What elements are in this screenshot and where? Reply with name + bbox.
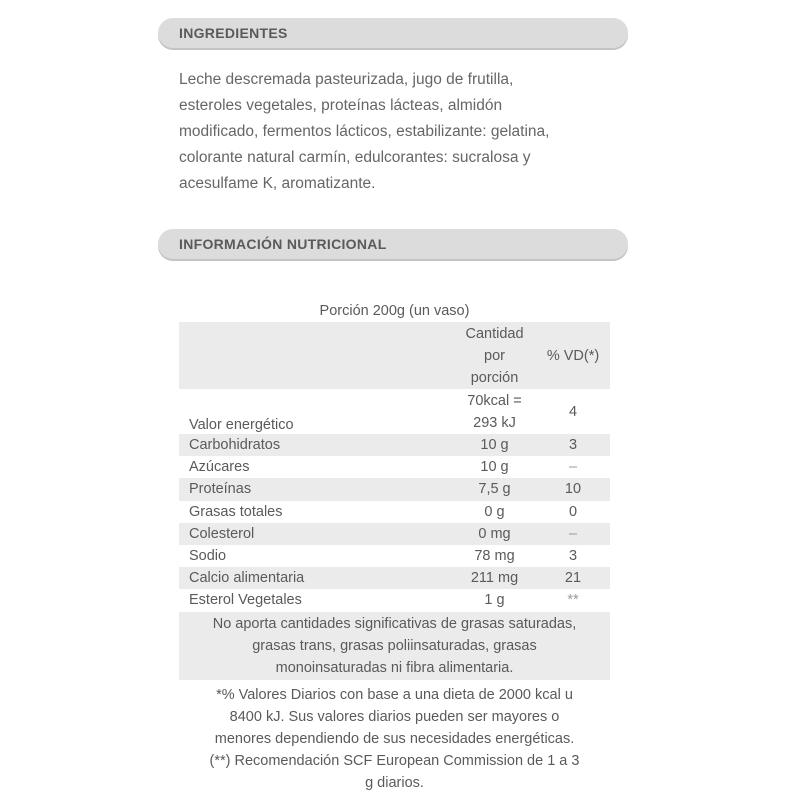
ingredients-line: modificado, fermentos lácticos, estabilizante: gelatina, (179, 123, 550, 140)
row-vd: ** (536, 589, 610, 611)
table-row (179, 589, 610, 611)
row-label: Esterol Vegetales (179, 589, 453, 611)
footnote-line: (**) Recomendación SCF European Commission de 1 a 3 (209, 753, 580, 770)
row-vd: 3 (536, 434, 610, 456)
footnote-line: g diarios. (365, 775, 424, 792)
header-qty (453, 322, 536, 389)
row-vd: 4 (536, 389, 610, 434)
ingredients-title: INGREDIENTES (179, 25, 288, 41)
table-row (179, 523, 610, 545)
note-row (179, 612, 610, 680)
row-vd: 10 (536, 478, 610, 500)
ingredients-line: colorante natural carmín, edulcorantes: sucralosa y (179, 149, 531, 166)
table-row (179, 567, 610, 589)
ingredients-line: Leche descremada pasteurizada, jugo de frutilla, (179, 71, 514, 88)
row-qty: 211 mg (453, 567, 536, 589)
row-label: Grasas totales (179, 501, 453, 523)
portion-caption: Porción 200g (un vaso) (319, 303, 470, 319)
row-label: Calcio alimentaria (179, 567, 453, 589)
nutrition-table-block (179, 300, 610, 795)
table-row (179, 389, 610, 434)
row-qty: 10 g (453, 434, 536, 456)
ingredients-line: esteroles vegetales, proteínas lácteas, almidón (179, 97, 503, 114)
row-label: Valor energético (179, 389, 453, 434)
footnote-line: 8400 kJ. Sus valores diarios pueden ser mayores o (229, 708, 560, 725)
row-label: Proteínas (179, 478, 453, 500)
note-line: grasas trans, grasas poliinsaturadas, grasas (252, 637, 537, 654)
table-row (179, 434, 610, 456)
table-row (179, 478, 610, 500)
footnote-line: menores dependiendo de sus necesidades energéticas. (214, 731, 575, 748)
header-qty-line: por (484, 347, 505, 364)
row-vd: – (536, 523, 610, 545)
row-vd: 21 (536, 567, 610, 589)
row-qty: 7,5 g (453, 478, 536, 500)
row-label: Colesterol (179, 523, 453, 545)
ingredients-text (179, 67, 619, 197)
energy-qty-line: 70kcal = (467, 392, 522, 409)
row-qty: 1 g (453, 589, 536, 611)
footnote (179, 684, 610, 795)
table-row (179, 456, 610, 478)
nutrition-title: INFORMACIÓN NUTRICIONAL (179, 236, 387, 252)
row-label: Azúcares (179, 456, 453, 478)
row-qty: 78 mg (453, 545, 536, 567)
table-header-row (179, 322, 610, 389)
row-vd: – (536, 456, 610, 478)
footnote-line: *% Valores Diarios con base a una dieta de 2000 kcal u (216, 686, 573, 703)
ingredients-header (158, 18, 628, 48)
note-cell (179, 612, 610, 680)
row-label: Carbohidratos (179, 434, 453, 456)
header-empty-cell (179, 322, 453, 389)
energy-qty-line: 293 kJ (473, 414, 516, 431)
row-qty: 10 g (453, 456, 536, 478)
header-qty-line: Cantidad (465, 325, 524, 342)
row-label: Sodio (179, 545, 453, 567)
row-vd: 3 (536, 545, 610, 567)
note-line: monoinsaturadas ni fibra alimentaria. (275, 659, 514, 676)
row-vd: 0 (536, 501, 610, 523)
header-vd: % VD(*) (536, 322, 610, 389)
table-row (179, 545, 610, 567)
row-qty: 0 mg (453, 523, 536, 545)
row-qty: 0 g (453, 501, 536, 523)
note-line: No aporta cantidades significativas de grasas saturadas, (212, 615, 577, 632)
nutrition-header (158, 229, 628, 259)
table-row (179, 501, 610, 523)
row-qty (453, 389, 536, 434)
ingredients-line: acesulfame K, aromatizante. (179, 175, 376, 192)
header-qty-line: porción (470, 369, 519, 386)
nutrition-table (179, 322, 610, 680)
